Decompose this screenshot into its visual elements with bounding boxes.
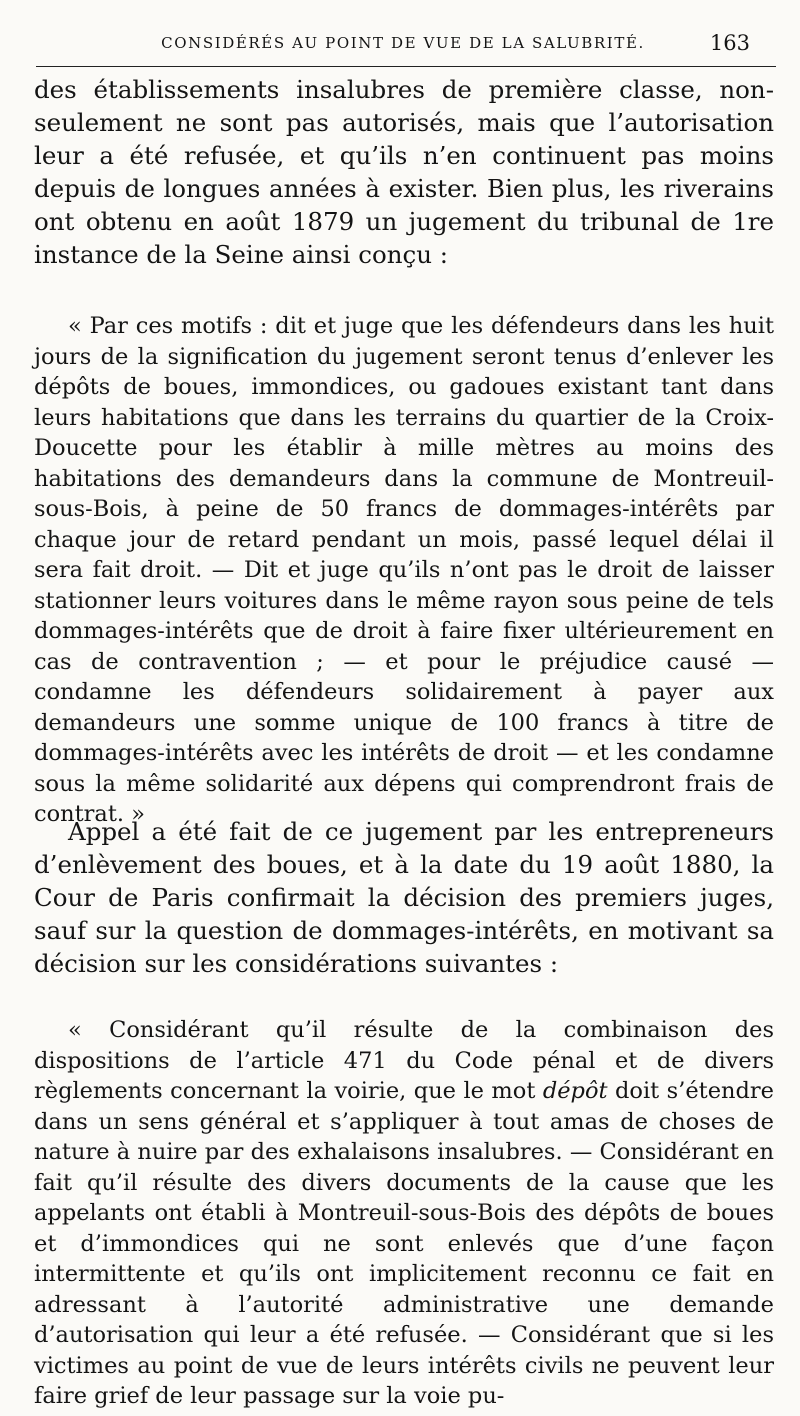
- page-header: [36, 31, 770, 64]
- quoted-court-decision: [34, 1015, 774, 1412]
- header-rule: [36, 66, 776, 67]
- paragraph-intro: des établissements insalubres de première classe, non-seulement ne sont pas autorisés, mais que l’autorisation leur a été refusée, et qu’ils n’en continuent pas moins depuis de longues années à exister. Bien plus, les riverains ont obtenu en août 1879 un jugement du tribunal de 1re instance de la Seine ainsi conçu :: [34, 75, 774, 269]
- italic-term: dépôt: [542, 1078, 608, 1104]
- paragraph-appeal: Appel a été fait de ce jugement par les entrepreneurs d’enlèvement des boues, et à la date du 19 août 1880, la Cour de Paris confirmait la décision des premiers juges, sauf sur la question de dommages-intérêts, en motivant sa décision sur les considérations suivantes :: [34, 817, 774, 978]
- running-title: CONSIDÉRÉS AU POINT DE VUE DE LA SALUBRITÉ.: [161, 34, 645, 52]
- quote-part-2: doit s’étendre dans un sens général et s’appliquer à tout amas de choses de nature à nuire par des exhalaisons insalubres. — Considérant en fait qu’il résulte des divers documents de la cause que les appelants ont établi à Montreuil-sous-Bois des dépôts de boues et d’immondices qui ne sont enlevés que d’une façon intermittente et qu’ils ont implicitement reconnu ce fait en adressant à l’autorité administrative une demande d’autorisation qui leur a été refusée. — Considérant que si les victimes au point de vue de leurs intérêts civils ne peuvent leur faire grief de leur passage sur la voie pu-: [34, 1078, 774, 1409]
- page-number: 163: [709, 31, 750, 55]
- quote-part-1: « Considérant qu’il résulte de la combinaison des dispositions de l’article 471 du Code pénal et de divers règlements concernant la voirie, que le mot: [34, 1017, 774, 1104]
- quoted-judgment: « Par ces motifs : dit et juge que les défendeurs dans les huit jours de la signification du jugement seront tenus d’enlever les dépôts de boues, immondices, ou gadoues existant tant dans leurs habitations que dans les terrains du quartier de la Croix-Doucette pour les établir à mille mètres au moins des habitations des demandeurs dans la commune de Montreuil-sous-Bois, à peine de 50 francs de dommages-intérêts par chaque jour de retard pendant un mois, passé lequel délai il sera fait droit. — Dit et juge qu’ils n’ont pas le droit de laisser stationner leurs voitures dans le même rayon sous peine de tels dommages-intérêts que de droit à faire fixer ultérieurement en cas de contravention ; — et pour le préjudice causé — condamne les défendeurs solidairement à payer aux demandeurs une somme unique de 100 francs à titre de dommages-intérêts avec les intérêts de droit — et les condamne sous la même solidarité aux dépens qui comprendront frais de contrat. »: [34, 313, 774, 827]
